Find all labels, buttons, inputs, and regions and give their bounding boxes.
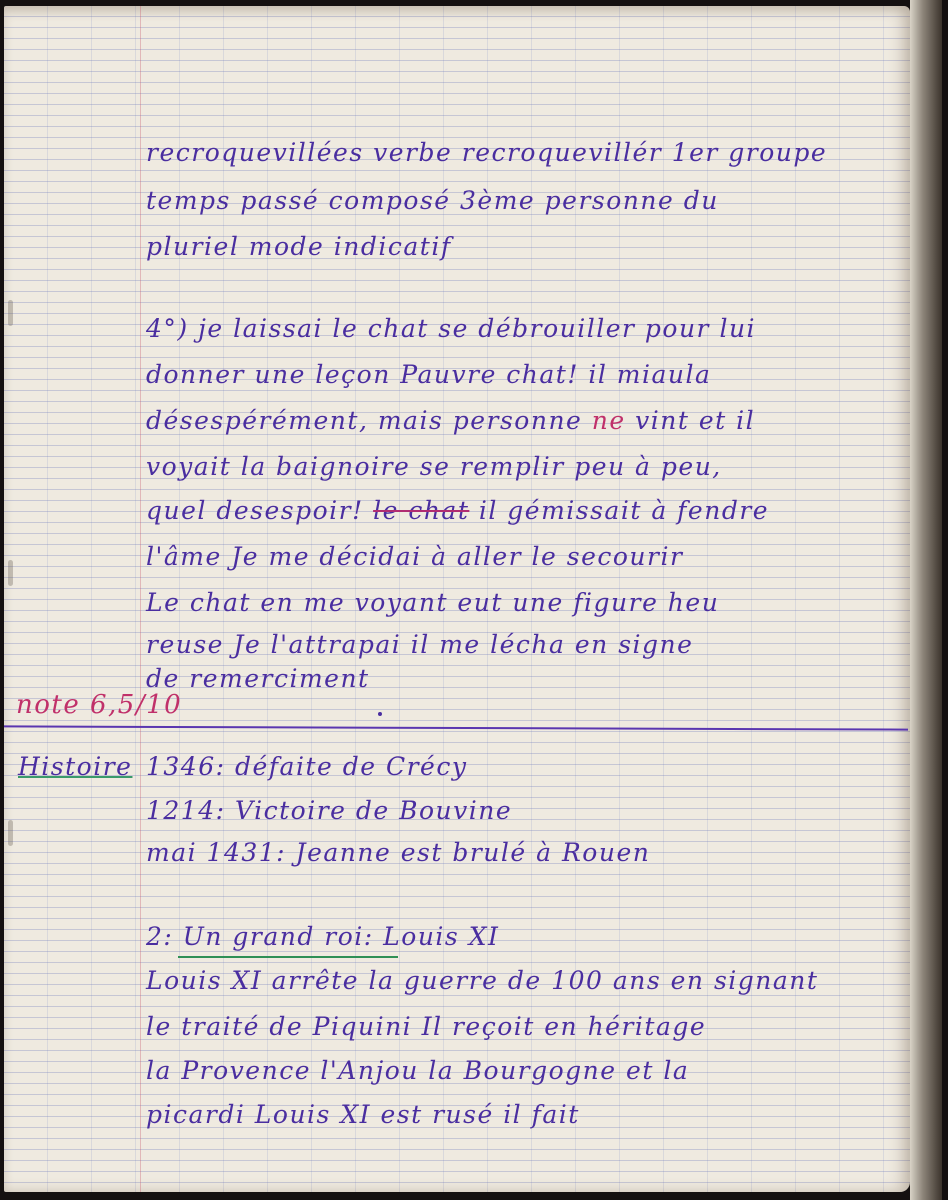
- binding-hole: [8, 560, 13, 586]
- grade-note: note 6,5/10: [16, 690, 183, 720]
- handwritten-line: Louis XI arrête la guerre de 100 ans en signant: [146, 966, 819, 995]
- handwritten-line: de remerciment: [146, 664, 370, 693]
- handwritten-line: reuse Je l'attrapai il me lécha en signe: [146, 630, 694, 659]
- ink-dot: [378, 712, 382, 716]
- binding-hole: [8, 820, 13, 846]
- handwritten-line: le traité de Piquini Il reçoit en héritage: [146, 1012, 707, 1041]
- handwritten-text: il gémissait à fendre: [469, 496, 770, 525]
- section-subtitle: Un grand roi: Louis XI: [182, 922, 500, 951]
- handwritten-line: pluriel mode indicatif: [146, 232, 452, 261]
- handwritten-line: temps passé composé 3ème personne du: [146, 186, 719, 215]
- handwritten-line: voyait la baignoire se remplir peu à peu,: [146, 452, 722, 481]
- handwritten-line: la Provence l'Anjou la Bourgogne et la: [146, 1056, 690, 1085]
- handwritten-text: désespérément, mais personne: [146, 406, 592, 435]
- handwritten-line: Le chat en me voyant eut une figure heu: [146, 588, 720, 617]
- handwritten-text: quel desespoir!: [146, 496, 374, 525]
- handwritten-line: 1214: Victoire de Bouvine: [146, 796, 513, 825]
- handwritten-line: [146, 496, 769, 526]
- handwritten-line: recroquevillées verbe recroquevillér 1er groupe: [146, 138, 828, 167]
- binding-hole: [8, 300, 13, 326]
- margin-line: [140, 6, 141, 1192]
- handwritten-text: 2:: [146, 922, 183, 951]
- handwritten-line: l'âme Je me décidai à aller le secourir: [146, 542, 684, 571]
- green-underline: [178, 956, 398, 958]
- handwritten-line: 1346: défaite de Crécy: [146, 752, 468, 781]
- struck-text: le chat: [373, 496, 470, 525]
- teacher-correction: ne: [591, 406, 626, 435]
- handwritten-line: 4°) je laissai le chat se débrouiller pour lui: [146, 314, 757, 343]
- notebook-spine: [910, 0, 942, 1200]
- subject-label: Histoire: [18, 752, 133, 781]
- handwritten-heading: [146, 922, 499, 952]
- handwritten-line: picardi Louis XI est rusé il fait: [146, 1100, 580, 1129]
- handwritten-line: [146, 406, 755, 436]
- handwritten-text: vint et il: [625, 406, 756, 435]
- handwritten-line: donner une leçon Pauvre chat! il miaula: [146, 360, 712, 389]
- handwritten-line: mai 1431: Jeanne est brulé à Rouen: [146, 838, 651, 867]
